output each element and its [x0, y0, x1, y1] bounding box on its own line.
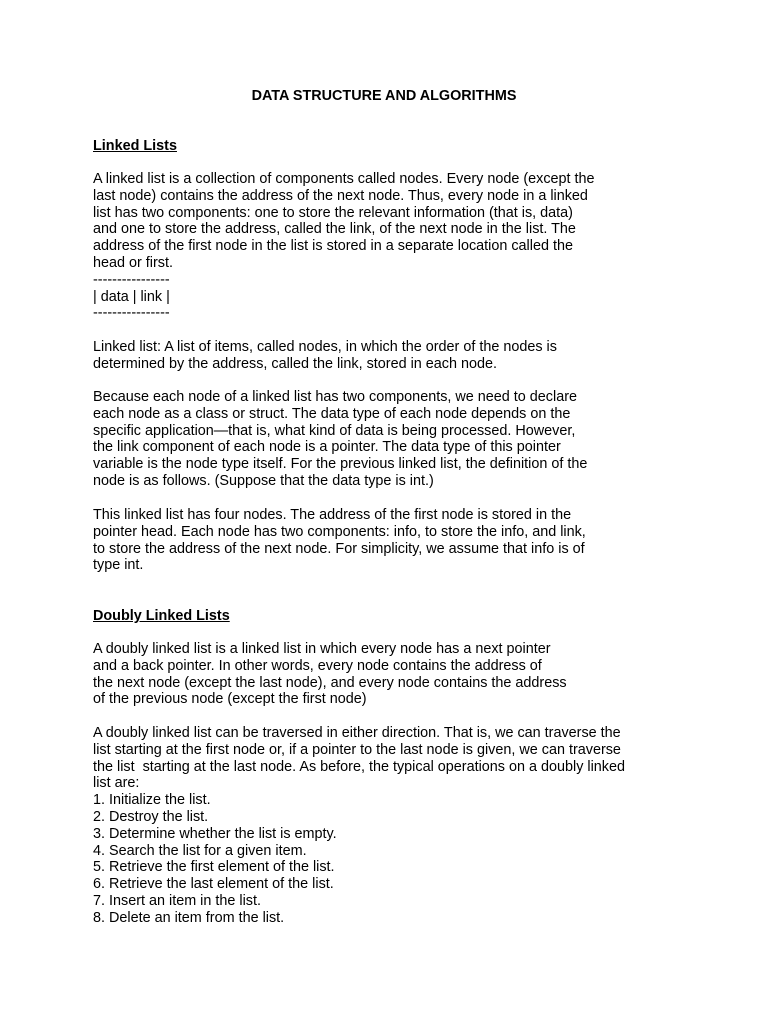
node-diagram-border: ---------------- — [93, 305, 170, 322]
linked-lists-paragraph-3 — [93, 389, 693, 490]
node-diagram-fields: | data | link | — [93, 288, 170, 305]
text-line: Linked list: A list of items, called nodes, in which the order of the nodes is — [93, 339, 557, 355]
linked-lists-paragraph-1 — [93, 171, 693, 322]
text-line: A linked list is a collection of components called nodes. Every node (except the — [93, 171, 595, 187]
linked-lists-heading: Linked Lists — [93, 138, 177, 154]
operation-list-item: 1. Initialize the list. — [93, 792, 211, 809]
text-line: node is as follows. (Suppose that the data type is int.) — [93, 472, 434, 489]
text-line: head or first. — [93, 254, 173, 271]
text-line: determined by the address, called the link, stored in each node. — [93, 355, 497, 372]
text-line: This linked list has four nodes. The address of the first node is stored in the — [93, 507, 572, 523]
operation-list-item: 3. Determine whether the list is empty. — [93, 825, 337, 842]
text-line: the list starting at the last node. As before, the typical operations on a doubly linked — [93, 758, 625, 775]
node-diagram-border: ---------------- — [93, 271, 170, 288]
text-line: address of the first node in the list is stored in a separate location called the — [93, 238, 573, 255]
section-heading-doubly-linked-lists — [93, 608, 693, 625]
operation-list-item: 5. Retrieve the first element of the list. — [93, 859, 335, 876]
text-line: of the previous node (except the first node) — [93, 691, 367, 708]
doubly-linked-lists-paragraph-1 — [93, 641, 693, 708]
text-line: to store the address of the next node. For simplicity, we assume that info is of — [93, 540, 585, 557]
doubly-linked-lists-paragraph-2 — [93, 725, 693, 927]
document-title: DATA STRUCTURE AND ALGORITHMS — [251, 88, 517, 104]
text-line: A doubly linked list is a linked list in which every node has a next pointer — [93, 641, 551, 657]
text-line: list are: — [93, 775, 140, 792]
text-line: A doubly linked list can be traversed in either direction. That is, we can traverse the — [93, 725, 621, 741]
operation-list-item: 7. Insert an item in the list. — [93, 892, 261, 909]
text-line: variable is the node type itself. For the previous linked list, the definition of the — [93, 456, 588, 473]
linked-lists-paragraph-4 — [93, 507, 693, 574]
operation-list-item: 8. Delete an item from the list. — [93, 909, 285, 926]
text-line: and one to store the address, called the link, of the next node in the list. The — [93, 221, 576, 238]
text-line: the link component of each node is a pointer. The data type of this pointer — [93, 439, 561, 456]
text-line: pointer head. Each node has two components: info, to store the info, and link, — [93, 523, 586, 540]
operation-list-item: 4. Search the list for a given item. — [93, 842, 307, 859]
text-line: the next node (except the last node), and every node contains the address — [93, 674, 567, 691]
section-heading-linked-lists — [93, 138, 693, 155]
doubly-linked-lists-heading: Doubly Linked Lists — [93, 608, 230, 624]
operation-list-item: 6. Retrieve the last element of the list. — [93, 876, 334, 893]
text-line: Because each node of a linked list has two components, we need to declare — [93, 389, 577, 405]
text-line: last node) contains the address of the next node. Thus, every node in a linked — [93, 187, 588, 204]
text-line: specific application—that is, what kind of data is being processed. However, — [93, 422, 576, 439]
text-line: each node as a class or struct. The data type of each node depends on the — [93, 405, 571, 422]
text-line: list has two components: one to store the relevant information (that is, data) — [93, 204, 573, 221]
operation-list-item: 2. Destroy the list. — [93, 808, 209, 825]
linked-lists-paragraph-2 — [93, 339, 693, 373]
text-line: type int. — [93, 557, 144, 574]
text-line: and a back pointer. In other words, every node contains the address of — [93, 657, 542, 674]
text-line: list starting at the first node or, if a pointer to the last node is given, we can traverse — [93, 741, 621, 758]
